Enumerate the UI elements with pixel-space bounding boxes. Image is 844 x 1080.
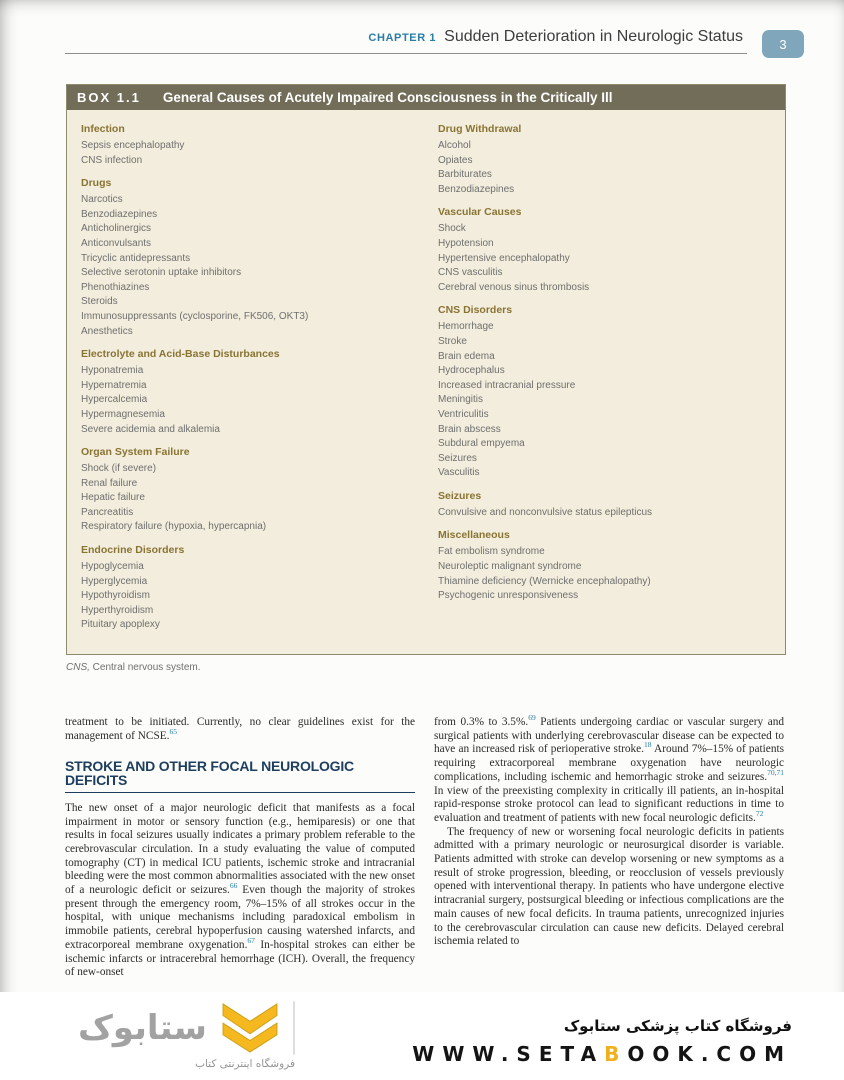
box-item: Benzodiazepines	[81, 208, 158, 220]
box-header	[67, 85, 785, 110]
box-section	[438, 490, 769, 521]
box-item: Hydrocephalus	[438, 365, 505, 377]
box-item: Steroids	[81, 296, 118, 308]
box-section	[438, 123, 769, 197]
box-item: Hepatic failure	[81, 492, 145, 504]
box-item: Shock (if severe)	[81, 463, 157, 475]
paragraph: The new onset of a major neurologic deficit that manifests as a focal impairment in motor or sensory function (e.g., hemiparesis) or one that results in focal seizures usually indicates a primary problem referable to the cerebrovascular circulation. In a study evaluating the value of computed tomography (CT) in medical ICU patients, ischemic stroke and intracranial bleeding were the most common abnormalities associated with the new onset of a neurologic deficit or seizures.$^{66}$ Even though the majority of strokes present through the emergency room, 7%–15% of all strokes occur in the hospital, with unique mechanisms including paradoxical embolism in immobile patients, cerebral hypoperfusion causing watershed infarcts, and extracorporeal membrane oxygenation.$^{67}$ In-hospital strokes can either be ischemic infarcts or intracerebral hemorrhage (ICH). Overall, the frequency of new-onset	[65, 801, 415, 979]
box-section-heading: Miscellaneous	[438, 529, 510, 542]
box-column-left	[81, 118, 412, 642]
logo-farsi-wordmark: ستابوک	[78, 1008, 207, 1048]
box-title: General Causes of Acutely Impaired Consciousness in the Critically Ill	[162, 90, 613, 105]
running-head	[65, 28, 747, 46]
box-body	[67, 110, 785, 654]
box-item: Hemorrhage	[438, 321, 494, 333]
box-section	[81, 177, 412, 339]
box-item: Selective serotonin uptake inhibitors	[81, 267, 242, 279]
box-item: Anticonvulsants	[81, 237, 152, 249]
box-item: Shock	[438, 223, 466, 235]
footer-tagline: فروشگاه کتاب پزشکی ستابوک	[563, 1017, 792, 1035]
paragraph: The frequency of new or worsening focal neurologic deficits in patients admitted with a primary neurologic or neurosurgical disorder is variable. Patients admitted with stroke can develop worsening or new symptoms as a result of stroke progression, bleeding, or reocclusion of vessels previously opened with interventional therapy. In patients who have undergone elective intracranial surgery, postsurgical bleeding or infectious complications are the main causes of new focal deficits. In trauma patients, unrecognized injuries to the cerebrovascular circulation can cause new deficits. Delayed cerebral ischemia related to	[434, 825, 784, 948]
box-column-right	[438, 118, 769, 642]
box-section-heading: Electrolyte and Acid-Base Disturbances	[81, 348, 280, 361]
box-section-heading: Organ System Failure	[81, 446, 190, 459]
box-item: Benzodiazepines	[438, 183, 515, 195]
logo-subtitle: فروشگاه اینترنتی کتاب	[195, 1058, 295, 1070]
box-section-heading: Drug Withdrawal	[438, 123, 522, 135]
box-section	[81, 348, 412, 437]
box-item: Barbiturates	[438, 169, 492, 181]
box-item: Stroke	[438, 335, 467, 347]
article-column-right	[434, 713, 784, 980]
box-section	[438, 529, 769, 603]
logo-divider	[293, 1001, 295, 1055]
box-section	[81, 544, 412, 633]
box-item: Cerebral venous sinus thrombosis	[438, 281, 590, 293]
box-item: Subdural empyema	[438, 438, 525, 450]
box-section	[81, 123, 412, 168]
box-section-heading: Drugs	[81, 177, 112, 190]
footer-right	[412, 1017, 792, 1066]
box-item: Pancreatitis	[81, 506, 134, 518]
article	[65, 713, 785, 980]
box-item: Hypercalcemia	[81, 394, 148, 406]
box-section-heading: Endocrine Disorders	[81, 544, 185, 557]
box-item: Pituitary apoplexy	[81, 619, 160, 631]
article-column-left	[65, 716, 415, 980]
page-footer	[0, 992, 844, 1080]
paragraph-carryover: treatment to be initiated. Currently, no clear guidelines exist for the management of NCSE.$^{65}$	[65, 716, 415, 742]
box-item: Severe acidemia and alkalemia	[81, 423, 220, 435]
box-item: Renal failure	[81, 477, 138, 489]
header-rule	[65, 53, 747, 54]
box-footnote	[66, 662, 786, 673]
box-item: Hypothyroidism	[81, 590, 150, 602]
chapter-label: CHAPTER 1	[368, 32, 437, 44]
logo-row	[78, 1001, 295, 1055]
paragraph: from 0.3% to 3.5%.$^{69}$ Patients undergoing cardiac or vascular surgery and surgical patients with underlying cerebrovascular disease can be expected to have an increased risk of perioperative stroke.$^{18}$ Around 7%–15% of patients requiring extracorporeal membrane oxygenation have neurologic complications, including ischemic and hemorrhagic stroke and seizures.$^{70,71}$ In view of the preexisting complexity in critically ill patients, an in-hospital rapid-response stroke protocol can lead to significant reductions in time to evaluation and treatment of patients with new focal neurologic deficits.$^{72}$	[434, 713, 784, 824]
box-section-heading: CNS Disorders	[438, 304, 513, 317]
box-item: Neuroleptic malignant syndrome	[438, 561, 582, 573]
box-section	[438, 304, 769, 481]
box-item: Hypotension	[438, 237, 494, 249]
box-1-1	[66, 84, 786, 655]
box-item: Increased intracranial pressure	[438, 379, 576, 391]
box-item: Hypernatremia	[81, 379, 147, 391]
footnote-text: Central nervous system.	[89, 662, 201, 674]
box-section-heading: Infection	[81, 123, 125, 135]
footer-url: WWW.SETABOOK.COM	[412, 1042, 792, 1066]
box-section-heading: Vascular Causes	[438, 206, 522, 219]
box-section	[438, 206, 769, 295]
box-item: CNS infection	[81, 154, 143, 166]
box-item: Meningitis	[438, 394, 484, 406]
page-header	[65, 28, 747, 54]
box-item: Brain edema	[438, 350, 495, 362]
box-item: Opiates	[438, 154, 473, 166]
box-item: Fat embolism syndrome	[438, 546, 545, 558]
box-item: Hypertensive encephalopathy	[438, 252, 570, 264]
box-item: Alcohol	[438, 140, 471, 151]
box-item: CNS vasculitis	[438, 267, 503, 279]
section-heading-stroke: STROKE AND OTHER FOCAL NEUROLOGIC DEFICITS	[65, 760, 415, 792]
box-item: Phenothiazines	[81, 281, 150, 293]
box-item: Hyponatremia	[81, 365, 144, 377]
logo-chevron-icon	[221, 1002, 279, 1054]
box-item: Hypoglycemia	[81, 561, 144, 573]
box-item: Narcotics	[81, 194, 123, 206]
footnote-abbr: CNS,	[66, 662, 90, 674]
box-item: Thiamine deficiency (Wernicke encephalopathy)	[438, 575, 651, 587]
box-section-heading: Seizures	[438, 489, 482, 502]
box-1-1-wrapper	[66, 84, 786, 673]
box-item: Seizures	[438, 452, 477, 464]
box-item: Anesthetics	[81, 325, 133, 337]
setabook-logo	[78, 1001, 295, 1070]
box-item: Convulsive and nonconvulsive status epilepticus	[438, 506, 653, 518]
box-item: Vasculitis	[438, 467, 480, 479]
box-section	[81, 446, 412, 535]
box-item: Tricyclic antidepressants	[81, 252, 191, 264]
box-item: Hyperglycemia	[81, 575, 148, 587]
box-item: Hypermagnesemia	[81, 408, 165, 420]
page-number-badge: 3	[762, 30, 804, 58]
box-item: Anticholinergics	[81, 223, 152, 235]
box-item: Sepsis encephalopathy	[81, 140, 185, 151]
box-item: Brain abscess	[438, 423, 501, 435]
box-item: Respiratory failure (hypoxia, hypercapnia)	[81, 521, 267, 533]
box-item: Hyperthyroidism	[81, 604, 154, 616]
box-item: Psychogenic unresponsiveness	[438, 590, 579, 602]
box-item: Immunosuppressants (cyclosporine, FK506, OKT3)	[81, 310, 309, 322]
box-label: BOX 1.1	[77, 90, 141, 105]
chapter-title: Sudden Deterioration in Neurologic Status	[444, 28, 743, 45]
box-item: Ventriculitis	[438, 408, 489, 420]
